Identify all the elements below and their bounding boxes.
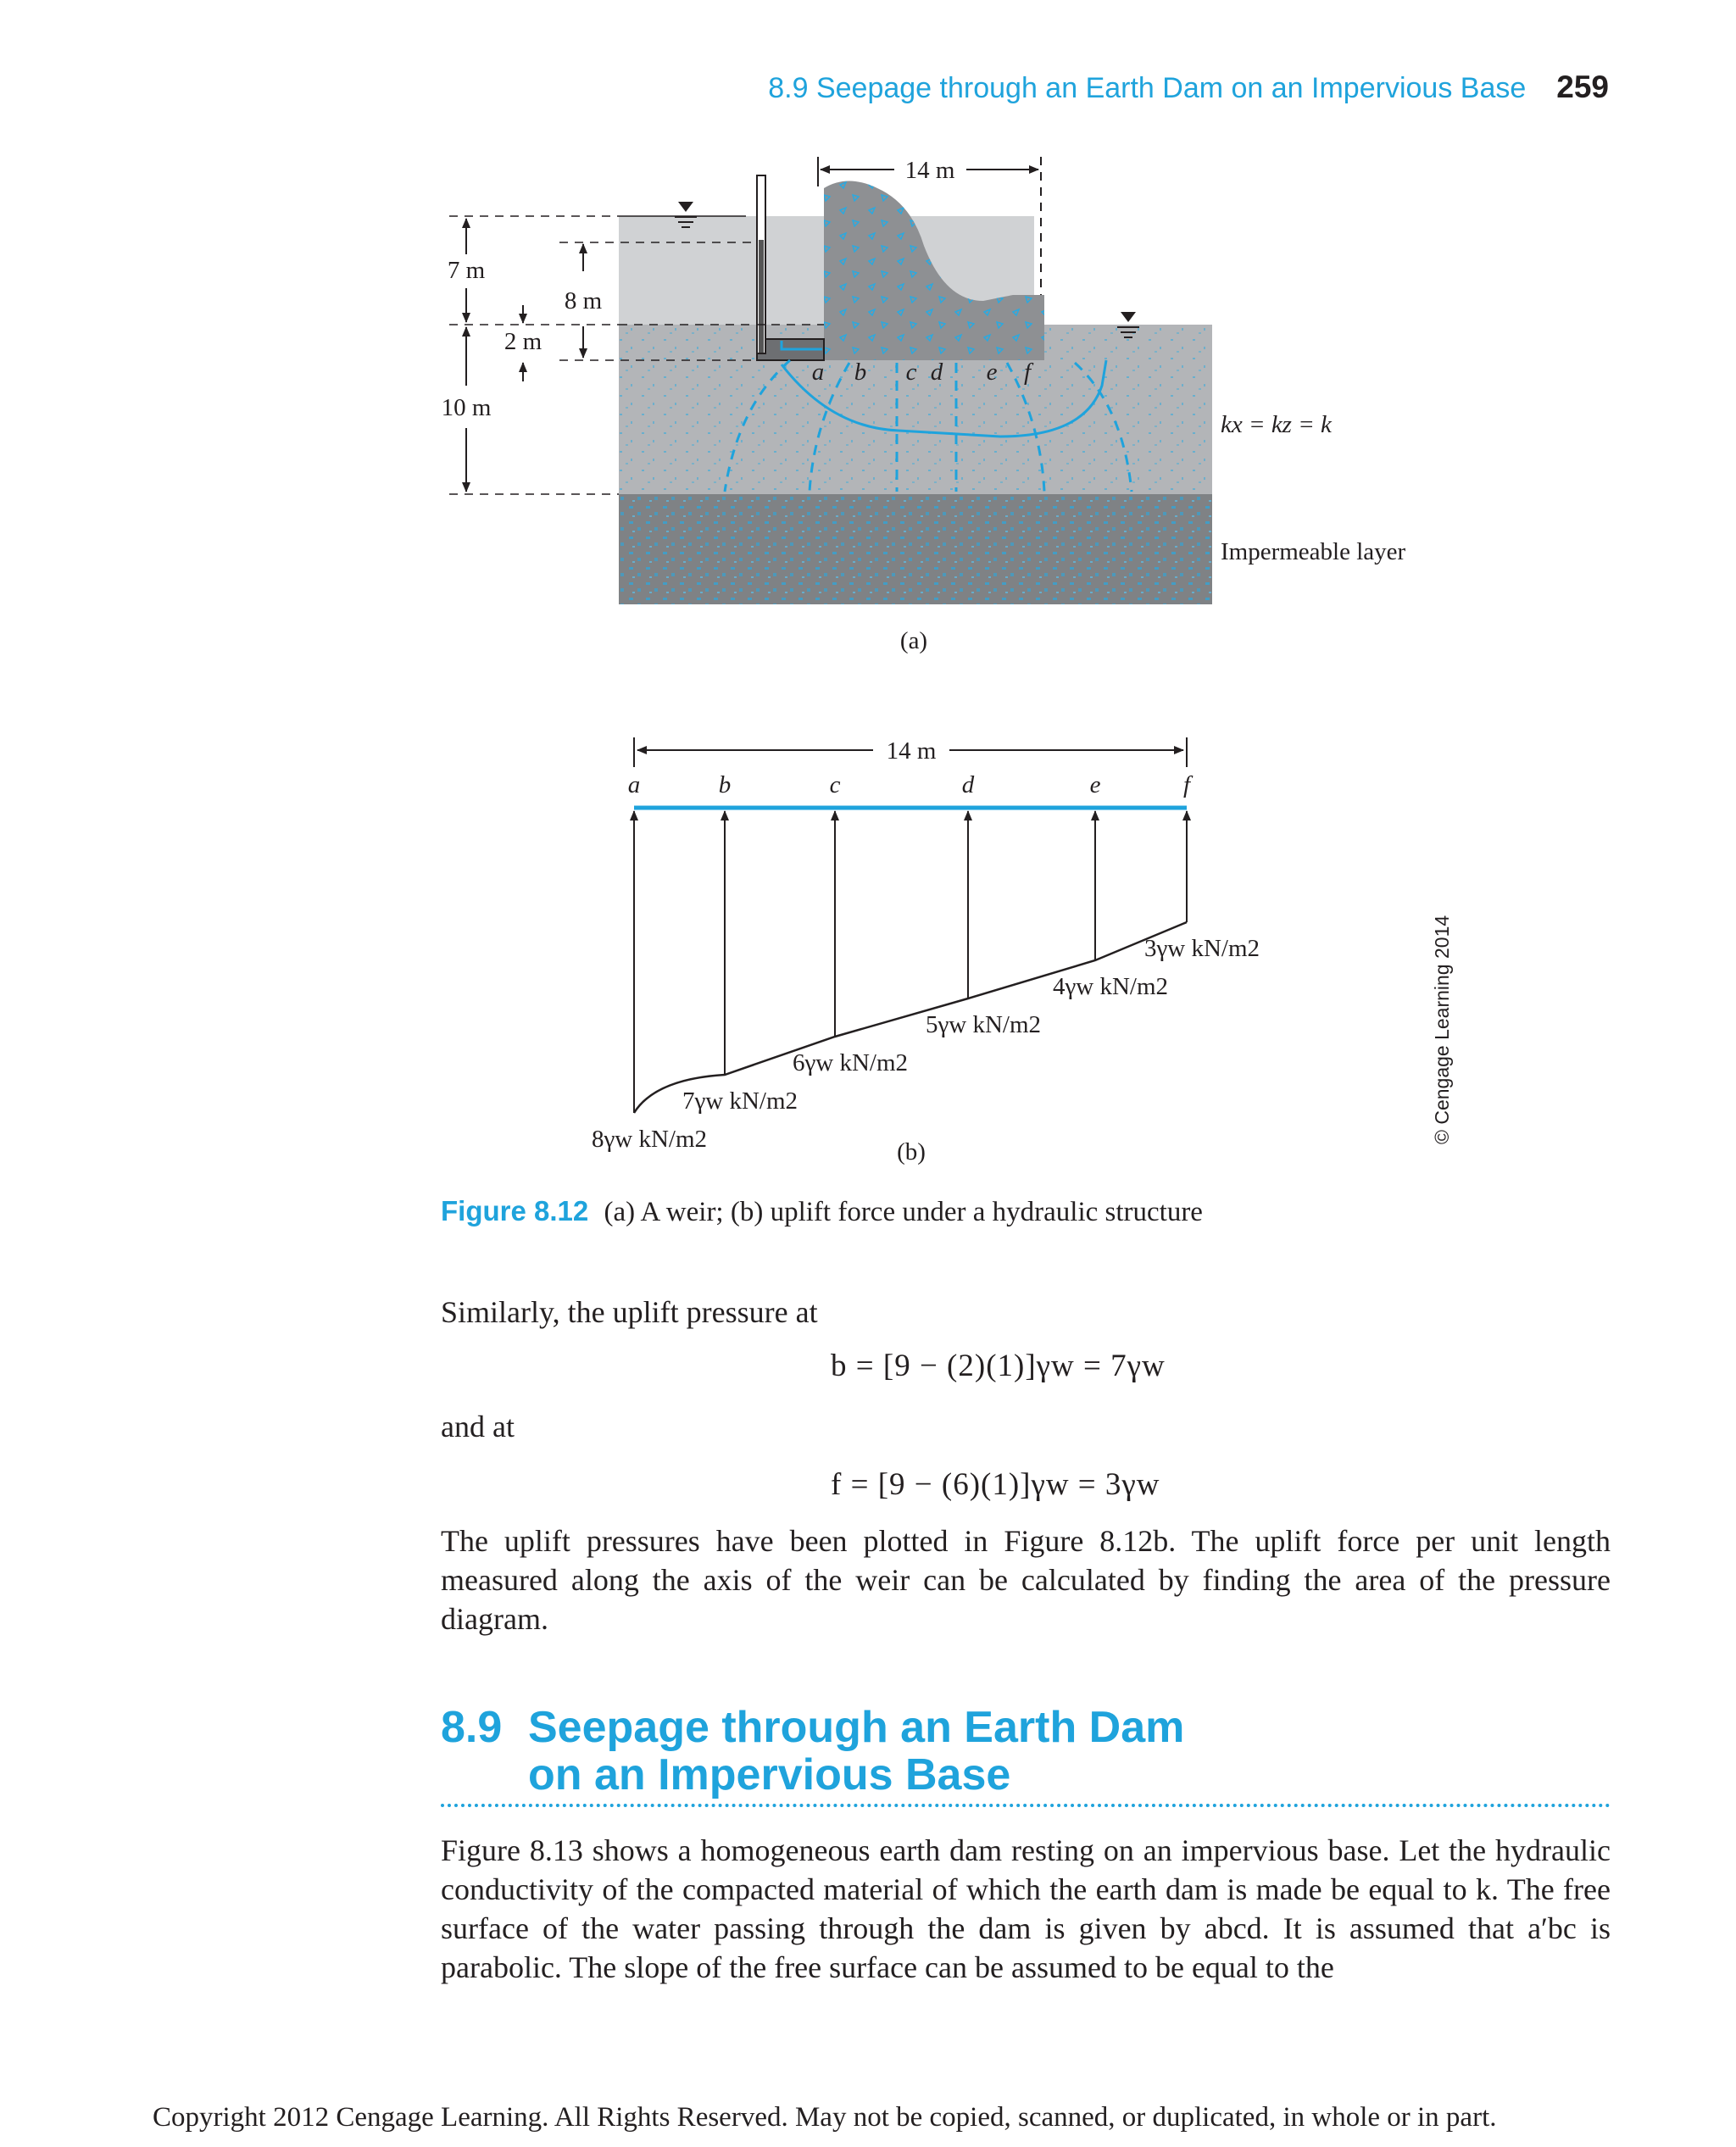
fig-b-point-b: b: [718, 771, 732, 798]
permeability-label: kx = kz = k: [1221, 411, 1332, 438]
fig-b-point-c: c: [829, 771, 841, 798]
paragraph-uplift: The uplift pressures have been plotted in Figure 8.12b. The uplift force per unit length measured along the axis of the weir can be calculated by finding the area of the pressure diagram.: [441, 1524, 1611, 1636]
page-number: 259: [1556, 70, 1609, 104]
figure-caption-text: (a) A weir; (b) uplift force under a hydraulic structure: [604, 1197, 1203, 1227]
upstream-water-symbol: [678, 202, 693, 212]
pressure-label-d: 5γw kN/m2: [925, 1011, 1042, 1038]
section-number: 8.9: [441, 1703, 503, 1752]
uplift-pressure-diagram-b: [592, 737, 1260, 1165]
section-heading: [441, 1704, 1184, 1799]
dim-7m-label: 7 m: [447, 257, 486, 284]
copyright-footer: Copyright 2012 Cengage Learning. All Rights Reserved. May not be copied, scanned, or duplicated, in whole or in part.: [153, 2102, 1497, 2133]
dim-2m-label: 2 m: [504, 328, 542, 355]
fig-a-point-e: e: [986, 359, 998, 386]
side-credit: © Cengage Learning 2014: [1431, 915, 1453, 1144]
pressure-label-b: 7γw kN/m2: [682, 1087, 798, 1115]
section-title-line2: on an Impervious Base: [528, 1750, 1011, 1799]
fig-a-point-c: c: [905, 359, 917, 386]
impermeable-texture: [619, 494, 1212, 604]
equation-f: f = [9 − (6)(1)]γw = 3γw: [831, 1467, 1160, 1502]
fig-b-sublabel: (b): [897, 1138, 926, 1165]
paragraph-similarly: Similarly, the uplift pressure at: [441, 1295, 818, 1329]
pressure-envelope-line: [634, 922, 1187, 1113]
dim-b-label: 14 m: [886, 737, 937, 765]
fig-a-point-f: f: [1023, 359, 1032, 386]
impermeable-layer-label: Impermeable layer: [1221, 538, 1406, 565]
pressure-label-a: 8γw kN/m2: [591, 1126, 708, 1153]
section-title-line1: Seepage through an Earth Dam: [528, 1703, 1185, 1752]
equation-b: b = [9 − (2)(1)]γw = 7γw: [831, 1349, 1166, 1383]
paragraph-and-at: and at: [441, 1410, 515, 1443]
header-section-title: 8.9 Seepage through an Earth Dam on an Impervious Base: [768, 72, 1527, 104]
sheet-pile-shade: [759, 240, 764, 353]
fig-b-point-a: a: [627, 771, 641, 798]
dim-10m-label: 10 m: [441, 394, 492, 421]
pressure-label-c: 6γw kN/m2: [792, 1049, 909, 1076]
downstream-water-symbol: [1121, 312, 1136, 322]
dim-8m-label: 8 m: [564, 287, 603, 314]
fig-b-point-f: f: [1182, 771, 1191, 798]
fig-b-point-e: e: [1089, 771, 1101, 798]
fig-b-point-d: d: [961, 771, 975, 798]
weir-diagram-a: [442, 157, 1406, 654]
section-divider: [441, 1804, 1611, 1807]
fig-a-point-b: b: [854, 359, 867, 386]
fig-a-point-a: a: [811, 359, 825, 386]
pressure-label-f: 3γw kN/m2: [1143, 935, 1260, 962]
figure-caption: [441, 1195, 1203, 1228]
pressure-label-e: 4γw kN/m2: [1052, 973, 1169, 1000]
paragraph-figure-8-13: Figure 8.13 shows a homogeneous earth dam resting on an impervious base. Let the hydraulic conductivity of the compacted material of which the earth dam is made be equal to k. The free surface of the water passing through the dam is given by abcd. It is assumed that a′bc is parabolic. The slope of the free surface can be assumed to be equal to the: [441, 1833, 1611, 1984]
figure-label: Figure 8.12: [441, 1195, 589, 1226]
fig-a-sublabel: (a): [899, 627, 928, 654]
dim-14m-label: 14 m: [904, 157, 955, 184]
fig-a-point-d: d: [930, 359, 943, 386]
